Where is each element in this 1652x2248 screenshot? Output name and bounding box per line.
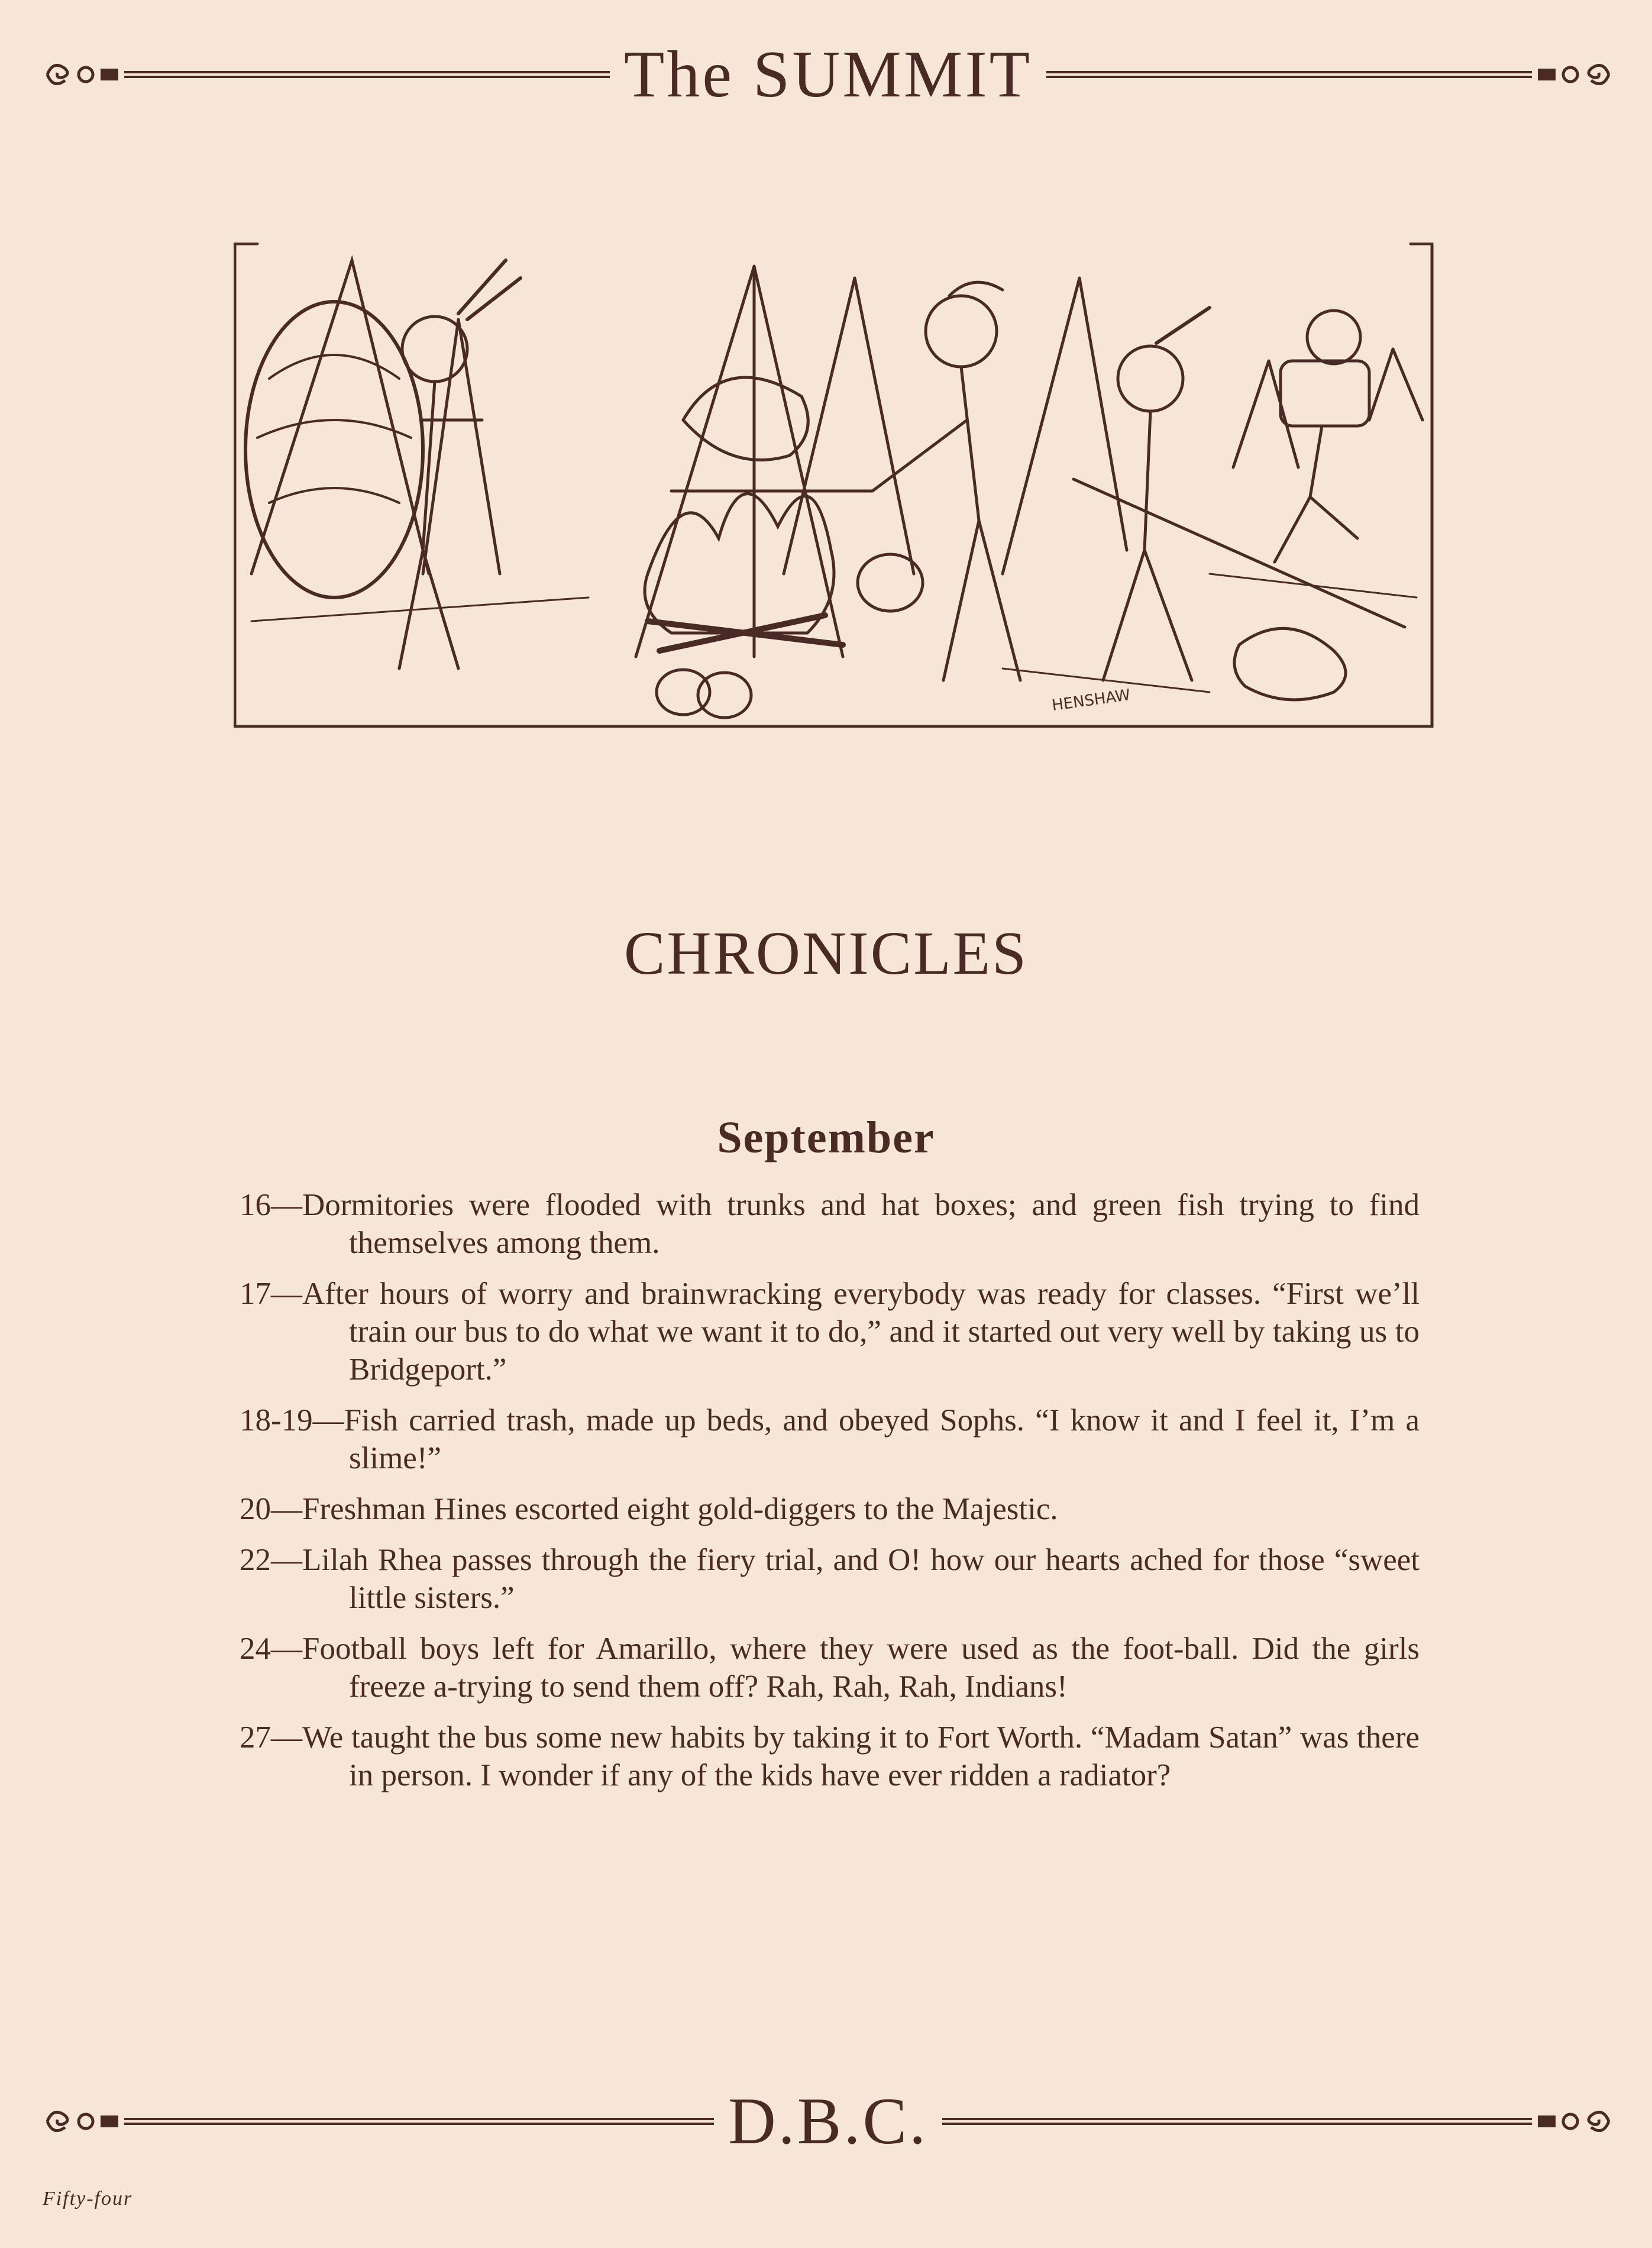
basket	[1281, 361, 1369, 426]
figure-head	[1118, 346, 1183, 411]
tepee	[1003, 278, 1127, 574]
chronicle-entry: 16—Dormitories were flooded with trunks and hat boxes; and green fish trying to find themselves among them.	[240, 1188, 1420, 1260]
tepee	[1233, 361, 1298, 467]
tepee	[251, 260, 429, 574]
chronicle-entry: 24—Football boys left for Amarillo, where they were used as the foot-ball. Did the girls freeze a-trying to send them off? Rah, Rah, Rah, Indians!	[240, 1632, 1420, 1704]
chronicle-entry: 17—After hours of worry and brainwracking everybody was ready for classes. “First we’ll train our bus to do what we want it to do,” and it started out very well by taking us to Bridgeport.”	[240, 1277, 1420, 1387]
footer-rule-left	[124, 2117, 714, 2126]
scroll-ornament-icon	[41, 2098, 124, 2145]
chronicle-entry: 22—Lilah Rhea passes through the fiery trial, and O! how our hearts ached for those “sweet little sisters.”	[240, 1543, 1420, 1615]
page-header	[41, 38, 1615, 111]
scroll-ornament-icon	[1532, 2098, 1615, 2145]
publication-title: The SUMMIT	[623, 38, 1033, 111]
scroll-ornament-icon	[1532, 51, 1615, 98]
artist-signature: HENSHAW	[1050, 686, 1131, 715]
header-rule-right	[1046, 70, 1532, 79]
footer-title: D.B.C.	[728, 2085, 929, 2158]
spear	[1074, 479, 1405, 627]
tepee	[1369, 349, 1423, 420]
fire	[645, 494, 834, 633]
figure-head	[926, 296, 997, 367]
chronicle-entry: 20—Freshman Hines escorted eight gold-diggers to the Majestic.	[240, 1492, 1058, 1526]
pumpkin	[858, 554, 923, 611]
chronicle-entry: 18-19—Fish carried trash, made up beds, and obeyed Sophs. “I know it and I feel it, I’m a slime!”	[240, 1403, 1420, 1475]
tepee	[423, 319, 500, 574]
figure-head	[1307, 311, 1360, 364]
dog	[1234, 628, 1346, 700]
chronicle-entries	[240, 1186, 1420, 1807]
chronicles-heading: CHRONICLES	[624, 919, 1028, 987]
footer-rule-right	[942, 2117, 1532, 2126]
page-footer	[41, 2085, 1615, 2158]
turkey	[245, 302, 423, 597]
figure-head	[402, 316, 467, 382]
header-rule-left	[124, 70, 610, 79]
page-number: Fifty-four	[43, 2188, 133, 2210]
scroll-ornament-icon	[41, 51, 124, 98]
pumpkin	[698, 673, 751, 718]
tepee	[784, 278, 914, 574]
chronicle-entry: 27—We taught the bus some new habits by taking it to Fort Worth. “Madam Satan” was there in person. I wonder if any of the kids have ever ridden a radiator?	[240, 1720, 1420, 1792]
month-heading: September	[717, 1113, 935, 1162]
campfire-illustration	[234, 243, 1434, 728]
